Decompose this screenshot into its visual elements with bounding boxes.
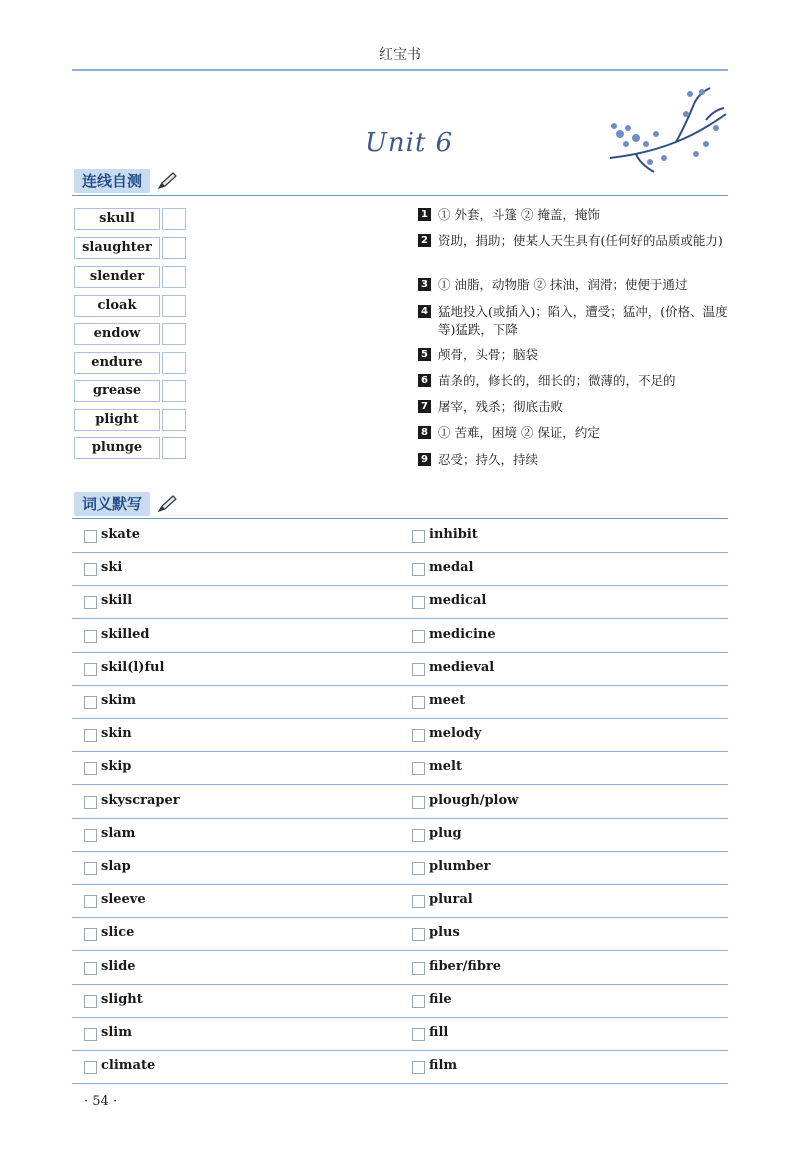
vocab-item <box>84 818 384 851</box>
vocab-item <box>412 951 712 984</box>
vocab-row <box>72 1050 728 1084</box>
definition-number: 8 <box>418 426 431 439</box>
vocab-word: medical <box>429 593 487 609</box>
definition-text: 忍受；持久，持续 <box>438 452 539 467</box>
vocab-checkbox[interactable] <box>84 995 97 1008</box>
vocab-word: skill <box>101 593 133 609</box>
vocab-item <box>84 951 384 984</box>
vocab-item <box>412 884 712 917</box>
definition-number: 7 <box>418 400 431 413</box>
vocab-word: plural <box>429 892 473 908</box>
vocab-row <box>72 818 728 852</box>
match-word-row <box>74 437 194 459</box>
definition-number: 5 <box>418 348 431 361</box>
vocab-row <box>72 519 728 553</box>
vocab-checkbox[interactable] <box>412 530 425 543</box>
match-word: slaughter <box>74 237 160 259</box>
vocab-checkbox[interactable] <box>412 563 425 576</box>
vocab-checkbox[interactable] <box>84 729 97 742</box>
definition-text: 屠宰，残杀；彻底击败 <box>438 399 564 414</box>
page-number: · 54 · <box>84 1094 118 1109</box>
vocab-item <box>412 751 712 784</box>
definition-number: 3 <box>418 278 431 291</box>
vocab-item <box>412 519 712 552</box>
definition-text: 资助，捐助；使某人天生具有(任何好的品质或能力) <box>438 233 723 248</box>
vocab-checkbox[interactable] <box>84 928 97 941</box>
vocab-word: file <box>429 991 452 1007</box>
vocab-word: slam <box>101 825 136 841</box>
definition-number: 9 <box>418 453 431 466</box>
vocab-item <box>84 619 384 652</box>
vocab-word: medicine <box>429 626 496 642</box>
match-word: endure <box>74 352 160 374</box>
match-word-row <box>74 323 194 345</box>
vocab-checkbox[interactable] <box>84 796 97 809</box>
vocab-heading <box>72 492 728 516</box>
vocab-checkbox[interactable] <box>412 596 425 609</box>
vocab-item <box>84 718 384 751</box>
match-word: grease <box>74 380 160 402</box>
vocab-checkbox[interactable] <box>84 762 97 775</box>
vocab-word: skilled <box>101 626 150 642</box>
vocab-item <box>84 1017 384 1050</box>
vocab-checkbox[interactable] <box>412 862 425 875</box>
vocab-checkbox[interactable] <box>412 928 425 941</box>
vocab-word: slight <box>101 991 143 1007</box>
vocab-item <box>84 984 384 1017</box>
vocab-checkbox[interactable] <box>84 1061 97 1074</box>
vocab-word: medal <box>429 560 474 576</box>
vocab-row <box>72 685 728 719</box>
vocab-word: skip <box>101 759 132 775</box>
vocab-item <box>412 585 712 618</box>
vocab-item <box>412 619 712 652</box>
vocab-item <box>412 818 712 851</box>
matching-heading-label: 连线自测 <box>74 169 150 193</box>
vocab-checkbox[interactable] <box>412 762 425 775</box>
definition-text: 颅骨，头骨；脑袋 <box>438 347 539 362</box>
match-answer-box[interactable] <box>162 295 186 317</box>
match-answer-box[interactable] <box>162 437 186 459</box>
vocab-row <box>72 984 728 1018</box>
vocab-word: film <box>429 1058 458 1074</box>
definition-text: ① 苦难，困境 ② 保证，约定 <box>438 425 600 440</box>
vocab-word: fiber/fibre <box>429 958 502 974</box>
vocab-item <box>84 552 384 585</box>
vocab-item <box>412 652 712 685</box>
vocab-checkbox[interactable] <box>412 895 425 908</box>
branch-illustration <box>606 84 728 180</box>
match-word: skull <box>74 208 160 230</box>
pencil-icon <box>156 171 178 191</box>
match-word: plight <box>74 409 160 431</box>
vocab-word: sleeve <box>101 892 146 908</box>
vocab-word: slice <box>101 925 135 941</box>
vocab-checkbox[interactable] <box>412 796 425 809</box>
vocab-checkbox[interactable] <box>84 596 97 609</box>
unit-title: Unit 6 <box>365 128 454 158</box>
match-word-row <box>74 380 194 402</box>
match-word-row <box>74 409 194 431</box>
vocab-checkbox[interactable] <box>84 696 97 709</box>
vocab-item <box>84 652 384 685</box>
match-word-row <box>74 208 194 230</box>
vocab-word: plumber <box>429 859 491 874</box>
vocab-row <box>72 884 728 918</box>
vocab-row <box>72 552 728 586</box>
vocab-item <box>84 917 384 950</box>
match-answer-box[interactable] <box>162 409 186 431</box>
matching-heading <box>72 169 728 193</box>
vocab-row <box>72 917 728 951</box>
vocab-row <box>72 851 728 885</box>
vocab-row <box>72 1017 728 1051</box>
match-answer-box[interactable] <box>162 266 186 288</box>
definition-text: 猛地投入(或插入)；陷入，遭受；猛冲，(价格、温度等)猛跌，下降 <box>438 304 728 337</box>
vocab-row <box>72 718 728 752</box>
vocab-word: melt <box>429 759 462 775</box>
vocab-checkbox[interactable] <box>412 696 425 709</box>
vocab-checkbox[interactable] <box>84 563 97 576</box>
match-word-row <box>74 266 194 288</box>
vocab-word: skim <box>101 693 137 708</box>
vocab-checkbox[interactable] <box>84 1028 97 1041</box>
definition-text: ① 油脂，动物脂 ② 抹油，润滑；使便于通过 <box>438 277 688 292</box>
definition-number: 2 <box>418 234 431 247</box>
match-word: slender <box>74 266 160 288</box>
vocab-item <box>84 851 384 884</box>
vocab-item <box>84 884 384 917</box>
vocab-word: slim <box>101 1025 132 1040</box>
vocab-checkbox[interactable] <box>412 829 425 842</box>
vocab-item <box>412 785 712 818</box>
vocab-checkbox[interactable] <box>412 729 425 742</box>
match-answer-box[interactable] <box>162 352 186 374</box>
definition-number: 1 <box>418 208 431 221</box>
match-answer-box[interactable] <box>162 208 186 230</box>
vocab-item <box>412 851 712 884</box>
match-word: endow <box>74 323 160 345</box>
vocab-word: skin <box>101 726 132 742</box>
vocab-checkbox[interactable] <box>84 530 97 543</box>
vocab-row <box>72 785 728 819</box>
vocab-checkbox[interactable] <box>412 1028 425 1041</box>
vocab-item <box>84 685 384 718</box>
vocab-word: skyscraper <box>101 792 180 808</box>
vocab-item <box>84 585 384 618</box>
vocab-word: skil(l)ful <box>101 659 165 675</box>
vocab-checkbox[interactable] <box>412 630 425 643</box>
vocab-item <box>412 1017 712 1050</box>
vocab-word: meet <box>429 693 466 708</box>
vocab-item <box>412 984 712 1017</box>
vocab-row <box>72 951 728 985</box>
vocab-checkbox[interactable] <box>84 862 97 875</box>
vocab-row <box>72 652 728 686</box>
vocab-item <box>412 917 712 950</box>
match-word-row <box>74 352 194 374</box>
vocab-item <box>412 1050 712 1083</box>
vocab-word: slap <box>101 859 131 874</box>
header-title: 红宝书 <box>379 47 421 63</box>
pencil-icon <box>156 494 178 514</box>
vocab-word: melody <box>429 726 482 742</box>
match-word-row <box>74 295 194 317</box>
vocab-item <box>84 1050 384 1083</box>
vocab-item <box>84 785 384 818</box>
match-word: plunge <box>74 437 160 459</box>
header-rule <box>72 69 728 71</box>
vocab-word: medieval <box>429 659 495 675</box>
vocab-word: plus <box>429 925 460 941</box>
vocab-item <box>412 718 712 751</box>
vocab-row <box>72 619 728 653</box>
vocab-word: skate <box>101 527 141 542</box>
match-answer-box[interactable] <box>162 237 186 259</box>
definition-number: 4 <box>418 305 431 318</box>
vocab-word: ski <box>101 560 123 576</box>
match-answer-box[interactable] <box>162 380 186 402</box>
definition-number: 6 <box>418 374 431 387</box>
vocab-word: climate <box>101 1058 156 1074</box>
vocab-checkbox[interactable] <box>84 962 97 975</box>
definition-text: ① 外套，斗篷 ② 掩盖，掩饰 <box>438 207 600 222</box>
vocab-item <box>84 519 384 552</box>
vocab-checkbox[interactable] <box>84 829 97 842</box>
vocab-word: plough/plow <box>429 792 519 808</box>
vocab-item <box>84 751 384 784</box>
vocab-checkbox[interactable] <box>412 1061 425 1074</box>
vocab-checkbox[interactable] <box>412 962 425 975</box>
vocab-checkbox[interactable] <box>84 630 97 643</box>
match-word-row <box>74 237 194 259</box>
vocab-item <box>412 685 712 718</box>
vocab-checkbox[interactable] <box>412 663 425 676</box>
vocab-checkbox[interactable] <box>412 995 425 1008</box>
vocab-word: plug <box>429 825 462 841</box>
vocab-item <box>412 552 712 585</box>
definition-text: 苗条的，修长的，细长的；微薄的，不足的 <box>438 373 676 388</box>
vocab-row <box>72 585 728 619</box>
match-answer-box[interactable] <box>162 323 186 345</box>
vocab-word: fill <box>429 1025 449 1040</box>
vocab-word: slide <box>101 958 136 974</box>
vocab-heading-label: 词义默写 <box>74 492 150 516</box>
vocab-checkbox[interactable] <box>84 663 97 676</box>
match-word: cloak <box>74 295 160 317</box>
vocab-row <box>72 751 728 785</box>
vocab-word: inhibit <box>429 527 478 542</box>
vocab-checkbox[interactable] <box>84 895 97 908</box>
